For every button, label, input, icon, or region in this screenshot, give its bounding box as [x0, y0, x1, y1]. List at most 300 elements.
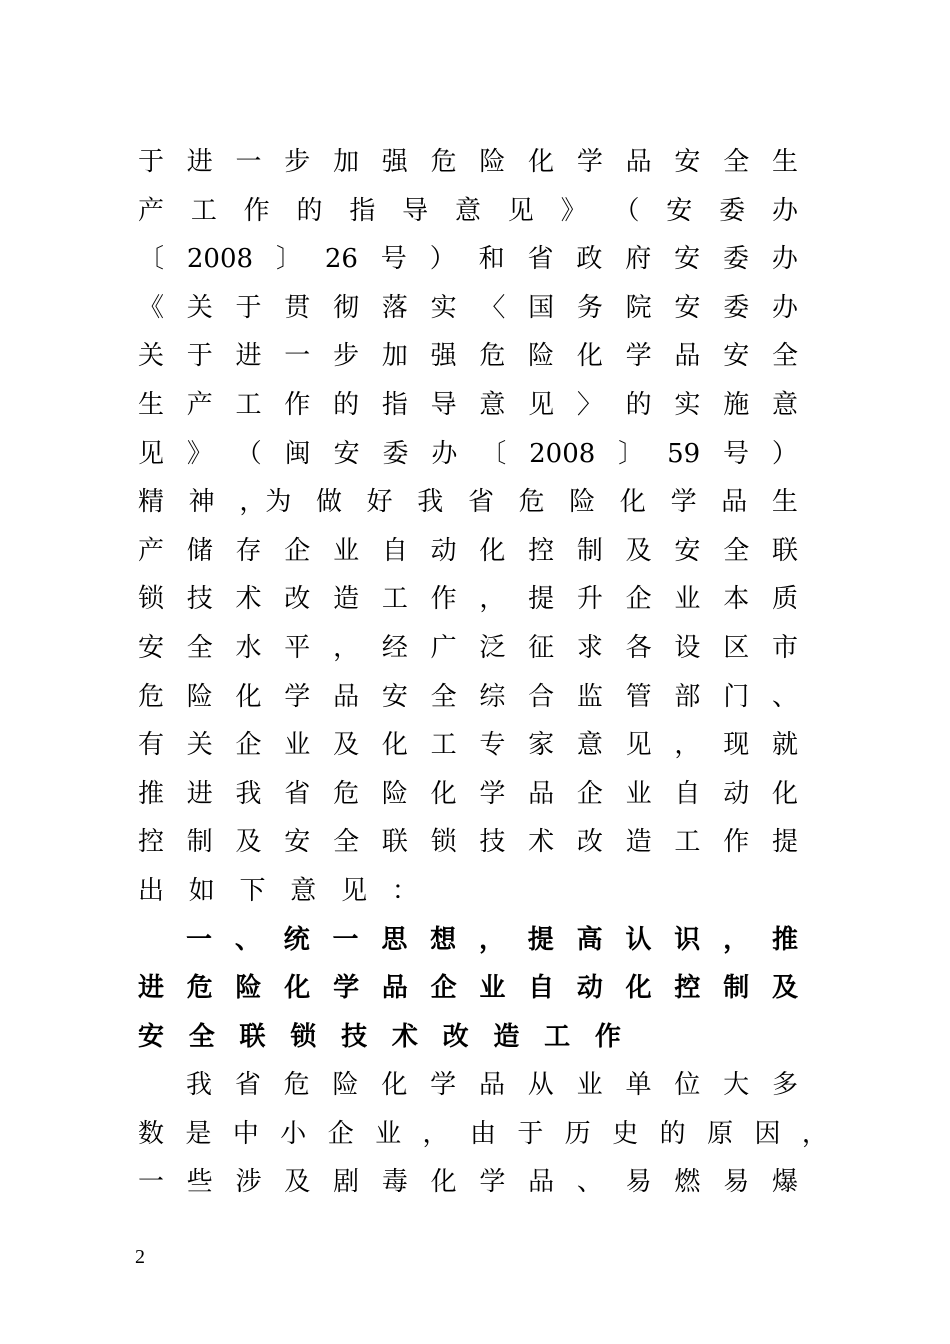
text-token: 一 — [186, 924, 213, 955]
text-token: 2008 — [529, 438, 596, 469]
text-token: 联 — [771, 535, 798, 566]
text-token: 〈 — [479, 292, 506, 323]
text-token: 业 — [674, 584, 701, 615]
text-token: 剧 — [333, 1167, 360, 1198]
text-line — [138, 430, 798, 479]
text-token: 企 — [284, 535, 311, 566]
text-token: 、 — [576, 1167, 603, 1198]
text-token: 危 — [333, 778, 360, 809]
text-token: 改 — [576, 827, 603, 858]
text-token: 意 — [479, 389, 506, 420]
text-token: 制 — [576, 535, 603, 566]
text-token: 于 — [235, 292, 262, 323]
text-token: 易 — [723, 1167, 750, 1198]
text-token: 加 — [381, 341, 408, 372]
text-token: 〔 — [138, 244, 165, 275]
text-token: 升 — [576, 584, 603, 615]
text-token: 技 — [341, 1021, 368, 1052]
text-token: 办 — [771, 195, 798, 226]
text-token: 、 — [234, 924, 261, 955]
text-token: 危 — [186, 973, 213, 1004]
text-token: 实 — [674, 389, 701, 420]
text-token: 业 — [625, 778, 652, 809]
text-line — [138, 721, 798, 770]
text-token: ） — [771, 438, 798, 469]
text-token: 全 — [723, 147, 750, 177]
text-token: 好 — [366, 487, 393, 518]
text-token: 指 — [349, 195, 376, 226]
text-token: 历 — [564, 1118, 591, 1149]
text-token: 自 — [381, 535, 408, 566]
text-token: 学 — [430, 1070, 457, 1101]
text-token: 强 — [430, 341, 457, 372]
text-token: 下 — [239, 875, 266, 906]
text-token: 〕 — [618, 438, 645, 469]
text-line — [138, 770, 798, 819]
text-token: 工 — [381, 584, 408, 615]
text-token: 业 — [576, 1070, 603, 1101]
text-token: 危 — [283, 1070, 310, 1101]
text-token: 险 — [479, 147, 506, 177]
text-token: 小 — [280, 1118, 307, 1149]
text-token: 各 — [625, 632, 652, 663]
text-token: 门 — [723, 681, 750, 712]
text-token: 业 — [333, 535, 360, 566]
text-token: 化 — [625, 973, 652, 1004]
text-token: 合 — [528, 681, 555, 712]
text-token: 作 — [243, 195, 270, 226]
text-token: ， — [422, 1118, 449, 1149]
text-token: ） — [429, 244, 456, 275]
text-token: 爆 — [771, 1167, 798, 1198]
text-token: 就 — [771, 730, 798, 761]
text-token: 于 — [186, 341, 213, 372]
text-token: 制 — [186, 827, 213, 858]
text-token: 》 — [560, 195, 587, 226]
text-token: 工 — [190, 195, 217, 226]
text-token: 联 — [381, 827, 408, 858]
text-token: 是 — [185, 1118, 212, 1149]
text-token: 办 — [771, 244, 798, 275]
text-token: 化 — [381, 730, 408, 761]
text-token: 动 — [576, 973, 603, 1004]
text-token: 险 — [332, 1070, 359, 1101]
text-token: 工 — [235, 389, 262, 420]
text-token: 意 — [771, 389, 798, 420]
text-token: 见 — [507, 195, 534, 226]
text-token: 提 — [528, 584, 555, 615]
text-token: 业 — [479, 973, 506, 1004]
text-token: 化 — [381, 1070, 408, 1101]
text-token: 自 — [528, 973, 555, 1004]
text-token: 品 — [528, 778, 555, 809]
text-token: 专 — [479, 730, 506, 761]
text-token: 办 — [431, 438, 458, 469]
text-token: 一 — [284, 341, 311, 372]
text-token: 安 — [674, 292, 701, 323]
text-token: 危 — [479, 341, 506, 372]
text-token: 经 — [381, 632, 408, 663]
text-token: 学 — [333, 973, 360, 1004]
text-token: 企 — [430, 973, 457, 1004]
text-token: 些 — [186, 1167, 213, 1198]
text-token: 施 — [723, 389, 750, 420]
text-token: 品 — [381, 973, 408, 1004]
text-token: 59 — [667, 438, 701, 469]
text-line — [138, 478, 798, 527]
text-token: 因 — [754, 1118, 781, 1149]
text-token: 综 — [479, 681, 506, 712]
text-token: 动 — [430, 535, 457, 566]
text-token: 导 — [430, 389, 457, 420]
text-token: 学 — [576, 147, 603, 177]
text-token: ， — [723, 924, 750, 955]
text-token: 改 — [442, 1021, 469, 1052]
text-token: 征 — [528, 632, 555, 663]
text-token: 锁 — [290, 1021, 317, 1052]
text-token: ，为 — [239, 487, 292, 518]
text-line — [138, 1013, 798, 1062]
text-line — [138, 138, 798, 187]
text-token: 化 — [430, 1167, 457, 1198]
text-line — [186, 1061, 798, 1110]
text-token: 实 — [430, 292, 457, 323]
text-token: 全 — [186, 632, 213, 663]
text-token: 学 — [625, 341, 652, 372]
text-token: 企 — [576, 778, 603, 809]
text-token: 学 — [284, 681, 311, 712]
text-token: 全 — [188, 1021, 215, 1052]
text-token: 锁 — [138, 584, 165, 615]
text-token: 高 — [576, 924, 603, 955]
text-token: 做 — [315, 487, 342, 518]
text-token: 险 — [528, 341, 555, 372]
text-token: 危 — [138, 681, 165, 712]
text-token: 危 — [430, 147, 457, 177]
text-token: 化 — [479, 535, 506, 566]
text-token: 平 — [284, 632, 311, 663]
text-token: 安 — [333, 438, 360, 469]
text-token: 史 — [612, 1118, 639, 1149]
text-token: 学 — [479, 1167, 506, 1198]
text-line — [138, 527, 798, 576]
text-token: 产 — [186, 389, 213, 420]
text-token: 毒 — [381, 1167, 408, 1198]
text-token: 造 — [625, 827, 652, 858]
text-token: 省 — [284, 778, 311, 809]
text-token: 自 — [674, 778, 701, 809]
text-token: 识 — [674, 924, 701, 955]
text-line — [138, 235, 798, 284]
text-token: 步 — [333, 341, 360, 372]
text-token: 本 — [723, 584, 750, 615]
text-token: 见 — [625, 730, 652, 761]
text-token: 有 — [138, 730, 165, 761]
text-token: 产 — [138, 535, 165, 566]
text-token: 及 — [771, 973, 798, 1004]
text-token: 产 — [138, 195, 165, 226]
text-token: 如 — [188, 875, 215, 906]
text-token: 彻 — [333, 292, 360, 323]
text-token: 作 — [284, 389, 311, 420]
text-token: 我 — [417, 487, 444, 518]
text-token: 加 — [333, 147, 360, 177]
text-token: 质 — [771, 584, 798, 615]
text-token: 《 — [138, 292, 165, 323]
text-token: 省 — [467, 487, 494, 518]
text-token: （ — [613, 195, 640, 226]
text-token: 工 — [430, 730, 457, 761]
text-token: 一 — [332, 924, 359, 955]
text-token: 步 — [284, 147, 311, 177]
text-token: 的 — [625, 389, 652, 420]
text-token: 联 — [239, 1021, 266, 1052]
text-token: 政 — [576, 244, 603, 275]
text-token: 委 — [719, 195, 746, 226]
text-token: 水 — [235, 632, 262, 663]
text-token: ， — [674, 730, 701, 761]
text-token: 险 — [569, 487, 596, 518]
text-token: 造 — [333, 584, 360, 615]
text-token: 术 — [528, 827, 555, 858]
text-token: 委 — [382, 438, 409, 469]
text-token: 原 — [707, 1118, 734, 1149]
text-token: 化 — [235, 681, 262, 712]
text-token: 化 — [284, 973, 311, 1004]
text-token: 及 — [235, 827, 262, 858]
text-token: 意 — [576, 730, 603, 761]
text-token: 于 — [138, 147, 165, 177]
text-token: 品 — [333, 681, 360, 712]
text-token: 、 — [771, 681, 798, 712]
text-token: 及 — [625, 535, 652, 566]
text-token: 及 — [333, 730, 360, 761]
text-token: 单 — [625, 1070, 652, 1101]
text-token: 委 — [723, 244, 750, 275]
text-token: 制 — [723, 973, 750, 1004]
text-token: ， — [801, 1118, 828, 1149]
text-token: 安 — [284, 827, 311, 858]
text-line — [138, 332, 798, 381]
text-token: 的 — [659, 1118, 686, 1149]
text-token: 动 — [723, 778, 750, 809]
text-token: 造 — [493, 1021, 520, 1052]
text-token: 部 — [674, 681, 701, 712]
text-token: 我 — [186, 1070, 213, 1101]
text-token: 安 — [666, 195, 693, 226]
text-token: 企 — [625, 584, 652, 615]
text-token: 一 — [235, 147, 262, 177]
text-token: 化 — [528, 147, 555, 177]
text-line — [138, 1110, 828, 1159]
text-token: 省 — [527, 244, 554, 275]
text-token: 控 — [528, 535, 555, 566]
text-token: 易 — [625, 1167, 652, 1198]
text-token: 术 — [391, 1021, 418, 1052]
text-token: 区 — [723, 632, 750, 663]
text-token: 化 — [430, 778, 457, 809]
text-token: 业 — [284, 730, 311, 761]
text-token: 市 — [771, 632, 798, 663]
text-token: 我 — [235, 778, 262, 809]
text-token: 险 — [381, 778, 408, 809]
text-token: 省 — [234, 1070, 261, 1101]
text-token: 锁 — [430, 827, 457, 858]
text-token: 全 — [723, 535, 750, 566]
text-token: 进 — [186, 778, 213, 809]
text-token: 一 — [138, 1167, 165, 1198]
text-token: 的 — [296, 195, 323, 226]
text-token: 号 — [723, 438, 750, 469]
text-token: 安 — [674, 244, 701, 275]
text-token: 工 — [544, 1021, 571, 1052]
text-token: 品 — [721, 487, 748, 518]
text-token: 技 — [479, 827, 506, 858]
text-token: 指 — [381, 389, 408, 420]
text-token: 业 — [375, 1118, 402, 1149]
text-token: 化 — [619, 487, 646, 518]
text-token: 〉 — [576, 389, 603, 420]
text-token: 认 — [625, 924, 652, 955]
text-token: 〔 — [480, 438, 507, 469]
text-token: 务 — [576, 292, 603, 323]
text-token: 进 — [235, 341, 262, 372]
text-token: 险 — [235, 973, 262, 1004]
text-token: 关 — [186, 730, 213, 761]
text-token: 作 — [723, 827, 750, 858]
text-token: 品 — [625, 147, 652, 177]
text-token: 神 — [188, 487, 215, 518]
text-token: 生 — [771, 487, 798, 518]
text-token: 落 — [381, 292, 408, 323]
text-token: 》 — [186, 438, 213, 469]
text-token: 全 — [771, 341, 798, 372]
text-token: 工 — [674, 827, 701, 858]
page-number: 2 — [135, 1246, 145, 1268]
text-token: 生 — [771, 147, 798, 177]
text-token: 关 — [186, 292, 213, 323]
text-token: 进 — [138, 973, 165, 1004]
text-token: 生 — [138, 389, 165, 420]
text-token: 号 — [380, 244, 407, 275]
text-token: 企 — [327, 1118, 354, 1149]
text-token: 见 — [528, 389, 555, 420]
text-token: 位 — [674, 1070, 701, 1101]
text-line — [138, 964, 798, 1013]
text-token: 2008 — [186, 244, 254, 275]
text-line — [138, 284, 798, 333]
text-token: 26 — [324, 244, 358, 275]
text-token: 全 — [430, 681, 457, 712]
text-token: 意 — [454, 195, 481, 226]
text-token: 办 — [771, 292, 798, 323]
text-token: 于 — [517, 1118, 544, 1149]
text-token: 中 — [232, 1118, 259, 1149]
text-token: 提 — [527, 924, 554, 955]
text-token: 品 — [478, 1070, 505, 1101]
text-token: 泛 — [479, 632, 506, 663]
text-token: 全 — [333, 827, 360, 858]
text-token: 府 — [625, 244, 652, 275]
text-token: 控 — [138, 827, 165, 858]
text-token: 想 — [430, 924, 457, 955]
text-token: ， — [333, 632, 360, 663]
text-token: 安 — [674, 147, 701, 177]
text-token: 储 — [186, 535, 213, 566]
text-token: 求 — [576, 632, 603, 663]
text-token: 学 — [670, 487, 697, 518]
text-token: ： — [391, 875, 418, 906]
text-token: 管 — [625, 681, 652, 712]
text-token: 品 — [674, 341, 701, 372]
text-token: 险 — [186, 681, 213, 712]
text-token: 作 — [594, 1021, 621, 1052]
text-token: 作 — [430, 584, 457, 615]
text-token: 思 — [381, 924, 408, 955]
text-token: ， — [479, 584, 506, 615]
text-token: 〕 — [275, 244, 302, 275]
text-token: 提 — [771, 827, 798, 858]
text-token: 燃 — [674, 1167, 701, 1198]
text-token: 多 — [771, 1070, 798, 1101]
text-token: 见 — [138, 438, 165, 469]
text-token: 安 — [723, 341, 750, 372]
text-line — [186, 916, 798, 965]
text-token: 和 — [478, 244, 505, 275]
text-token: 贯 — [284, 292, 311, 323]
text-token: 意 — [290, 875, 317, 906]
text-token: 推 — [138, 778, 165, 809]
text-token: 术 — [235, 584, 262, 615]
text-token: 学 — [479, 778, 506, 809]
text-token: 的 — [333, 389, 360, 420]
text-token: 家 — [528, 730, 555, 761]
text-token: 技 — [186, 584, 213, 615]
text-token: ， — [478, 924, 505, 955]
text-token: 闽 — [284, 438, 311, 469]
text-line — [138, 867, 798, 916]
document-body — [138, 138, 828, 1207]
text-token: 导 — [402, 195, 429, 226]
text-token: 数 — [138, 1118, 165, 1149]
text-token: 进 — [186, 147, 213, 177]
text-token: （ — [235, 438, 262, 469]
text-token: 安 — [138, 1021, 165, 1052]
text-line — [138, 381, 798, 430]
text-token: 关 — [138, 341, 165, 372]
text-line — [138, 575, 798, 624]
text-token: 安 — [138, 632, 165, 663]
text-line — [138, 1158, 798, 1207]
text-token: 涉 — [235, 1167, 262, 1198]
text-token: 存 — [235, 535, 262, 566]
text-token: 精 — [138, 487, 165, 518]
text-token: 推 — [771, 924, 798, 955]
text-token: 国 — [528, 292, 555, 323]
text-token: 企 — [235, 730, 262, 761]
text-token: 设 — [674, 632, 701, 663]
text-token: 化 — [771, 778, 798, 809]
text-token: 大 — [723, 1070, 750, 1101]
text-token: 强 — [381, 147, 408, 177]
text-token: 广 — [430, 632, 457, 663]
text-token: 见 — [341, 875, 368, 906]
text-token: 院 — [625, 292, 652, 323]
text-token: 监 — [576, 681, 603, 712]
text-token: 统 — [283, 924, 310, 955]
text-token: 安 — [381, 681, 408, 712]
text-token: 改 — [284, 584, 311, 615]
